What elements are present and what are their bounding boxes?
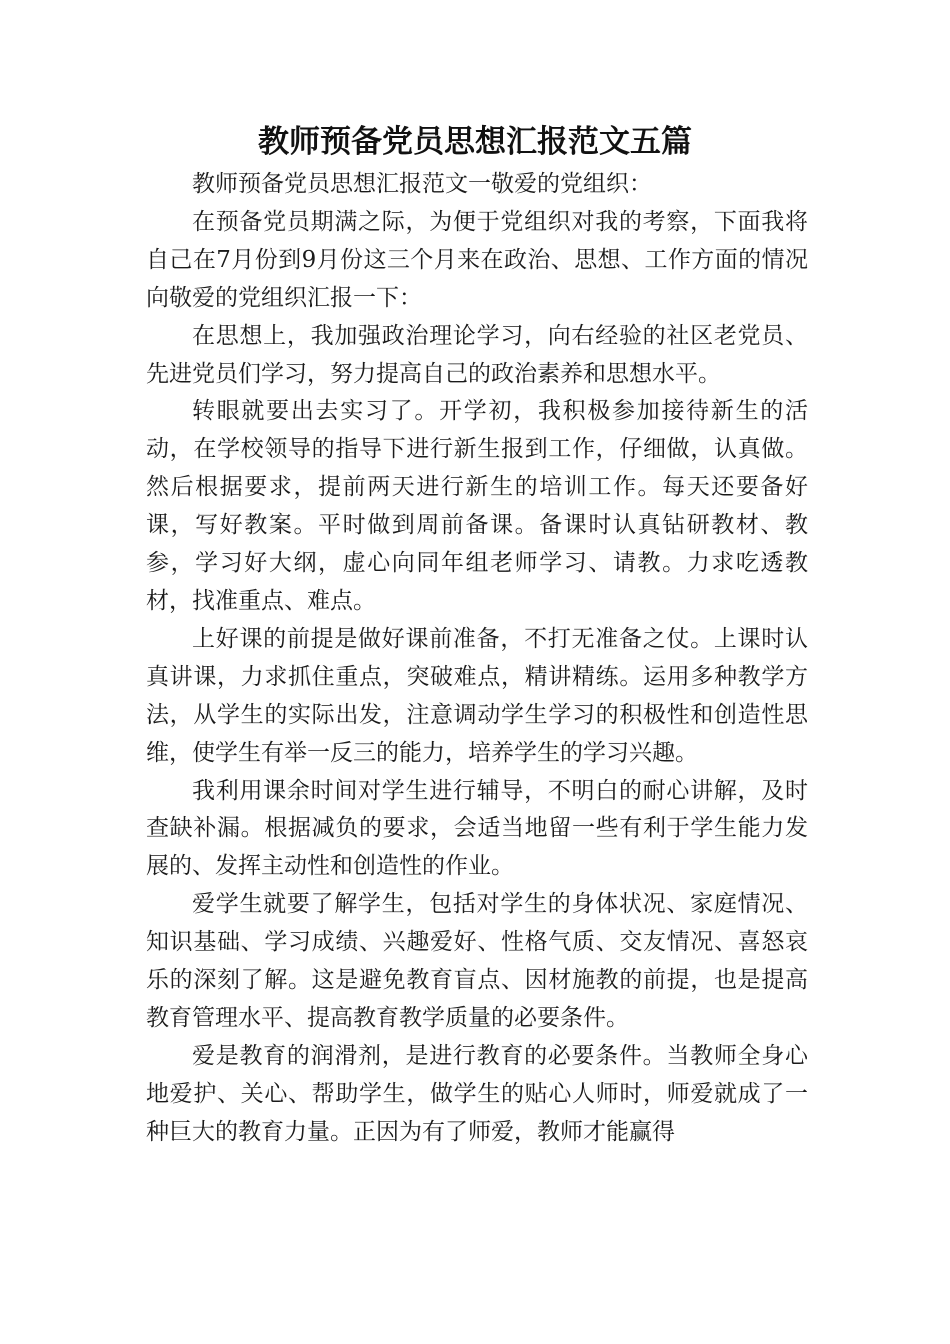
paragraph-understanding: 爱学生就要了解学生，包括对学生的身体状况、家庭情况、知识基础、学习成绩、兴趣爱好、性格气质、交友情况、喜怒哀乐的深刻了解。这是避免教育盲点、因材施教的前提，也是提高教育管理水平、提高教育教学质量的必要条件。 (146, 891, 808, 1031)
paragraph-love: 爱是教育的润滑剂，是进行教育的必要条件。当教师全身心地爱护、关心、帮助学生，做学生的贴心人师时，师爱就成了一种巨大的教育力量。正因为有了师爱，教师才能赢得 (146, 1042, 808, 1145)
paragraph-tutoring: 我利用课余时间对学生进行辅导，不明白的耐心讲解，及时查缺补漏。根据减负的要求，会适当地留一些有利于学生能力发展的、发挥主动性和创造性的作业。 (146, 777, 808, 880)
paragraph-work: 转眼就要出去实习了。开学初，我积极参加接待新生的活动，在学校领导的指导下进行新生报到工作，仔细做，认真做。然后根据要求，提前两天进行新生的培训工作。每天还要备好课，写好教案。平时做到周前备课。备课时认真钻研教材、教参，学习好大纲，虚心向同年组老师学习、请教。力求吃透教材，找准重点、难点。 (146, 398, 808, 614)
paragraph-thought: 在思想上，我加强政治理论学习，向右经验的社区老党员、先进党员们学习，努力提高自己的政治素养和思想水平。 (146, 322, 808, 387)
paragraph-intro: 在预备党员期满之际，为便于党组织对我的考察，下面我将自己在7月份到9月份这三个月来在政治、思想、工作方面的情况向敬爱的党组织汇报一下： (146, 208, 808, 311)
document-body (146, 166, 808, 1152)
paragraph-greeting: 教师预备党员思想汇报范文一敬爱的党组织： (192, 171, 652, 197)
paragraph-teaching: 上好课的前提是做好课前准备，不打无准备之仗。上课时认真讲课，力求抓住重点，突破难点，精讲精练。运用多种教学方法，从学生的实际出发，注意调动学生学习的积极性和创造性思维，使学生有举一反三的能力，培养学生的学习兴趣。 (146, 625, 808, 766)
document-title: 教师预备党员思想汇报范文五篇 (258, 124, 692, 160)
